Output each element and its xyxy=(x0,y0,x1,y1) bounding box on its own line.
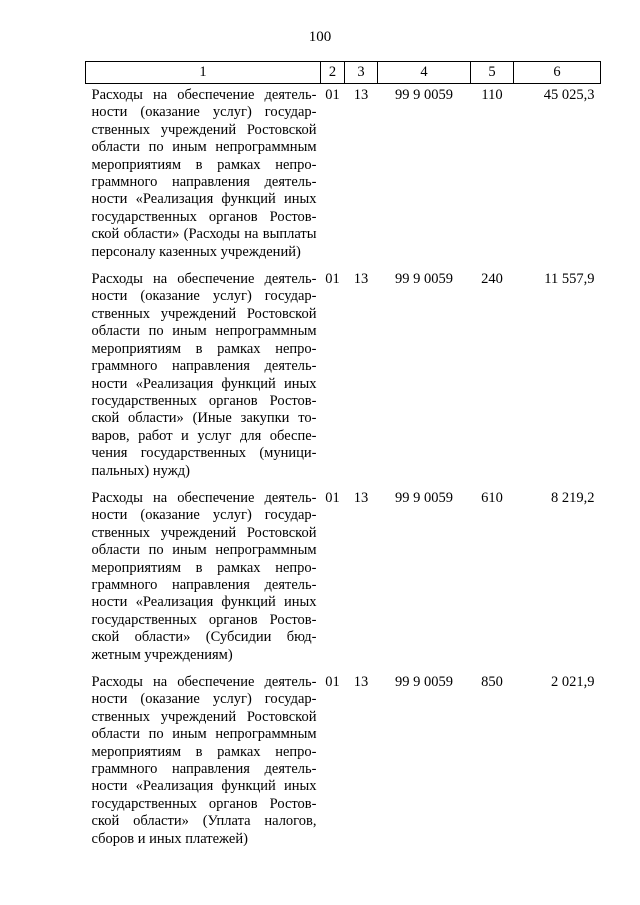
row-amount: 8 219,2 xyxy=(551,489,595,506)
budget-table xyxy=(85,61,601,855)
header-col-3: 3 xyxy=(345,62,378,84)
header-col-4: 4 xyxy=(378,62,471,84)
row-amount: 11 557,9 xyxy=(544,271,595,288)
row-expense-type: 110 xyxy=(481,87,503,103)
page-number: 100 xyxy=(308,29,332,45)
row-target-code: 99 9 0059 xyxy=(395,489,453,506)
row-subsection: 13 xyxy=(353,489,369,506)
row-description: Расходы на обеспечение деятельности (оказание услуг) государственных учреждений Ростовской области по иным непрограммным мероприятиям в рамках непрограммного направления деятельности «Реализация функций иных государственных органов Ростовской области» (Уплата налогов, сборов и иных платежей) xyxy=(91,674,317,847)
table-row xyxy=(86,84,601,269)
row-subsection: 13 xyxy=(353,674,369,690)
row-description: Расходы на обеспечение деятельности (оказание услуг) государственных учреждений Ростовской области по иным непрограммным мероприятиям в рамках непрограммного направления деятельности «Реализация функций иных государственных органов Ростовской области» (Расходы на выплаты персоналу казенных учреждений) xyxy=(91,87,317,260)
header-col-1: 1 xyxy=(86,62,321,84)
row-expense-type: 610 xyxy=(481,489,503,506)
row-target-code: 99 9 0059 xyxy=(395,87,453,103)
header-col-5: 5 xyxy=(471,62,514,84)
table-row xyxy=(86,487,601,671)
header-col-2: 2 xyxy=(321,62,345,84)
table-row xyxy=(86,671,601,855)
row-target-code: 99 9 0059 xyxy=(395,271,453,288)
row-section: 01 xyxy=(325,87,340,103)
row-description: Расходы на обеспечение деятельности (оказание услуг) государственных учреждений Ростовской области по иным непрограммным мероприятиям в рамках непрограммного направления деятельности «Реализация функций иных государственных органов Ростовской области» (Иные закупки товаров, работ и услуг для обеспечения государственных (муниципальных) нужд) xyxy=(91,271,317,479)
row-section: 01 xyxy=(325,271,340,288)
row-subsection: 13 xyxy=(353,271,369,288)
header-col-6: 6 xyxy=(514,62,601,84)
row-amount: 2 021,9 xyxy=(551,674,595,690)
row-expense-type: 850 xyxy=(481,674,503,690)
row-subsection: 13 xyxy=(353,87,369,103)
row-section: 01 xyxy=(325,674,340,690)
row-section: 01 xyxy=(325,489,340,506)
row-description: Расходы на обеспечение деятельности (оказание услуг) государственных учреждений Ростовской области по иным непрограммным мероприятиям в рамках непрограммного направления деятельности «Реализация функций иных государственных органов Ростовской области» (Субсидии бюджетным учреждениям) xyxy=(91,489,317,663)
row-target-code: 99 9 0059 xyxy=(395,674,453,690)
row-amount: 45 025,3 xyxy=(543,87,595,103)
table-header-row xyxy=(86,62,601,84)
table-row xyxy=(86,268,601,487)
row-expense-type: 240 xyxy=(481,271,503,288)
